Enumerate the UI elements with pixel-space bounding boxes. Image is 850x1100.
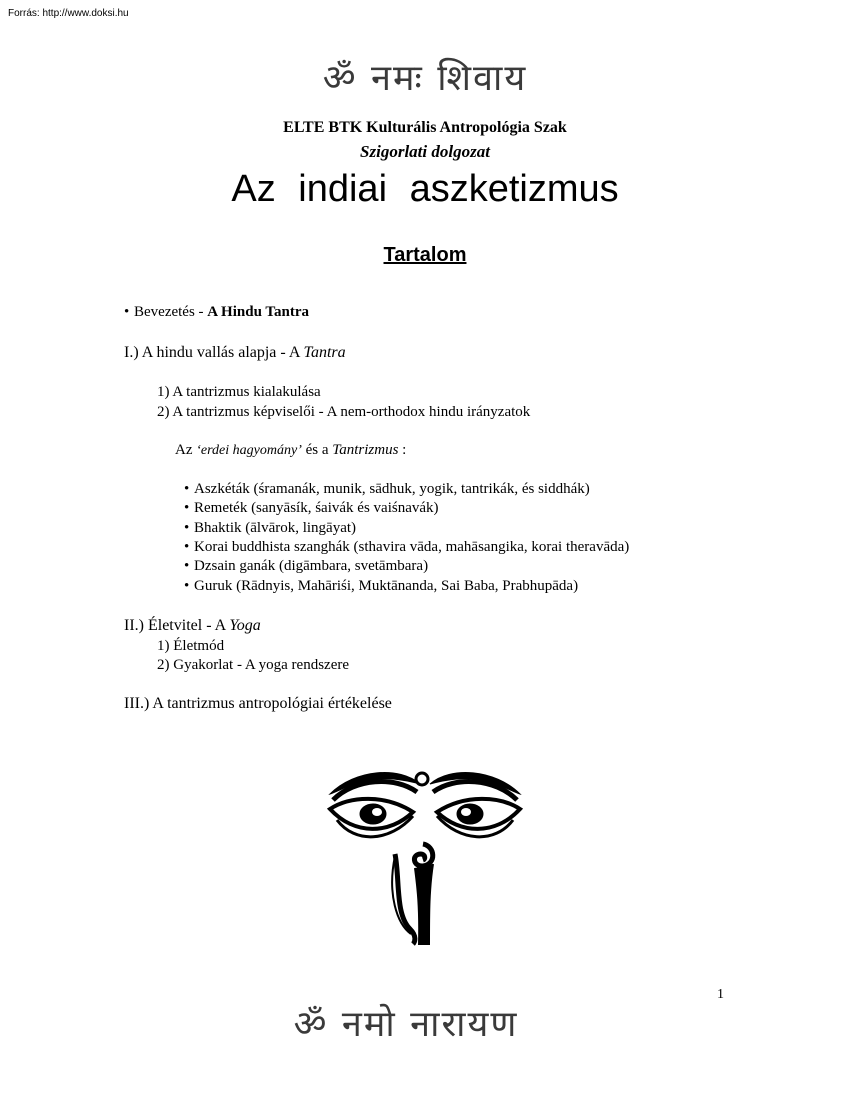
list-item-text: Dzsain ganák (digāmbara, svetāmbara) [194,558,429,574]
mantra-top: ॐ नमः शिवाय [322,58,528,99]
bullet-icon: • [184,539,190,555]
toc-intro-text: Bevezetés - [134,304,208,320]
list-item [184,481,590,498]
list-item-text: Guruk (Rādnyis, Mahāriśi, Muktānanda, Sai Baba, Prabhupāda) [194,578,579,594]
toc-item: 2) Gyakorlat - A yoga rendszere [157,657,350,673]
bullet-icon: • [184,500,190,516]
toc-section-1 [124,344,346,362]
subtitle: Szigorlati dolgozat [360,142,490,161]
list-item [184,578,578,595]
list-item-text: Aszkéták (śramanák, munik, sādhuk, yogik, tantrikák, és siddhák) [194,481,590,497]
toc-section-2-italic: Yoga [229,617,261,634]
toc-section-1-italic: Tantra [303,344,346,361]
list-item [184,558,428,575]
toc-section-2-text: II.) Életvitel - A [124,617,230,634]
toc-item: 2) A tantrizmus képviselői - A nem-orthodox hindu irányzatok [157,404,531,420]
list-item [184,539,629,556]
toc-heading: Tartalom [383,244,467,266]
subheading-suffix: : [398,442,407,458]
list-item [184,520,356,537]
bullet-icon: • [184,558,190,574]
subheading-prefix: Az [175,442,197,458]
bullet-icon: • [184,481,190,497]
toc-item: 1) Életmód [157,638,225,654]
list-item-text: Bhaktik (ālvārok, lingāyat) [194,520,357,536]
toc-section-2 [124,617,261,635]
toc-intro [124,304,309,321]
toc-item: 1) A tantrizmus kialakulása [157,384,321,400]
subheading-italic-1: ‘erdei hagyomány’ [196,443,302,458]
list-item-text: Korai buddhista szanghák (sthavira vāda, mahāsangika, korai theravāda) [194,539,630,555]
source-line: Forrás: http://www.doksi.hu [8,8,129,19]
toc-intro-bold: A Hindu Tantra [207,304,310,320]
toc-section-1-text: I.) A hindu vallás alapja - A [124,344,304,361]
buddha-eyes-illustration [325,764,525,949]
list-item [184,500,439,517]
page-number: 1 [717,987,724,1002]
list-item-text: Remeték (sanyāsík, śaivák és vaiśnavák) [194,500,439,516]
mantra-bottom: ॐ नमो नारायण [293,1004,519,1045]
bullet-icon: • [184,520,190,536]
bullet-icon: • [124,304,130,320]
bullet-icon: • [184,578,190,594]
institution: ELTE BTK Kulturális Antropológia Szak [283,119,567,136]
page-title: Az indiai aszketizmus [231,168,619,210]
toc-subheading [175,442,406,459]
subheading-italic-2: Tantrizmus [332,442,399,458]
subheading-middle: és a [301,442,333,458]
toc-section-3: III.) A tantrizmus antropológiai értékelése [124,695,392,712]
